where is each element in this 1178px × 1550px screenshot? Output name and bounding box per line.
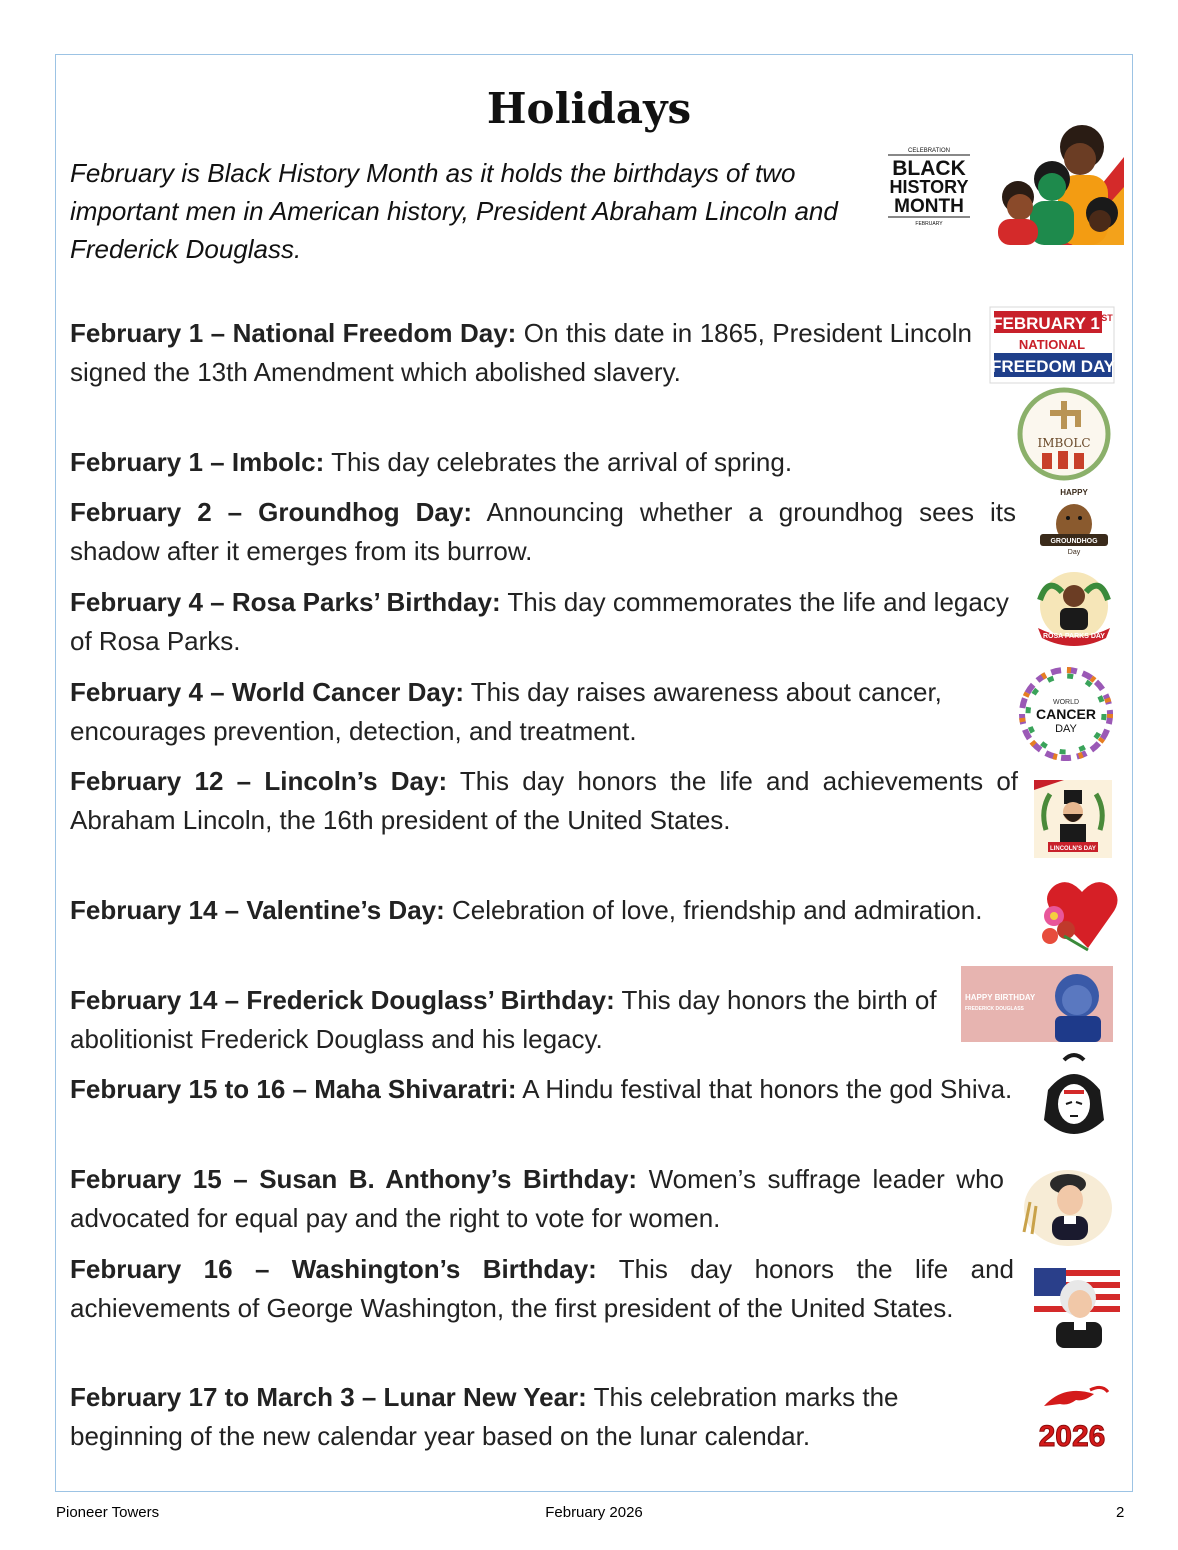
entry-text: This day honors the life and achievements of Abraham Lincoln, the 16th president of the United States. <box>70 766 1018 835</box>
svg-text:LINCOLN'S DAY: LINCOLN'S DAY <box>1050 846 1096 852</box>
entry-label: February 2 – Groundhog Day: <box>70 497 472 527</box>
entry-label: February 4 – World Cancer Day: <box>70 677 464 707</box>
holiday-entry-national-freedom-day <box>70 314 972 391</box>
svg-text:HAPPY BIRTHDAY: HAPPY BIRTHDAY <box>965 993 1036 1002</box>
entry-label: February 14 – Valentine’s Day: <box>70 895 445 925</box>
lunar-new-year-2026-badge <box>1024 1384 1120 1452</box>
svg-text:BLACK: BLACK <box>892 157 966 180</box>
svg-text:HAPPY: HAPPY <box>1060 488 1088 497</box>
entry-label: February 14 – Frederick Douglass’ Birthday: <box>70 985 615 1015</box>
lincolns-day-badge <box>1034 780 1112 858</box>
svg-text:FREEDOM DAY: FREEDOM DAY <box>990 357 1116 376</box>
entry-label: February 17 to March 3 – Lunar New Year: <box>70 1382 587 1412</box>
entry-text: Celebration of love, friendship and admiration. <box>444 895 983 925</box>
svg-text:HISTORY: HISTORY <box>889 177 969 197</box>
svg-text:ROSA PARKS DAY: ROSA PARKS DAY <box>1043 633 1105 640</box>
entry-label: February 16 – Washington’s Birthday: <box>70 1254 597 1284</box>
entry-text: This day celebrates the arrival of spring. <box>324 447 793 477</box>
shiva-icon <box>1034 1050 1114 1146</box>
groundhog-day-badge <box>1032 486 1116 556</box>
entry-label: February 4 – Rosa Parks’ Birthday: <box>70 587 501 617</box>
svg-text:NATIONAL: NATIONAL <box>1018 337 1086 352</box>
holiday-entry-imbolc <box>70 443 970 482</box>
entry-label: February 1 – National Freedom Day: <box>70 318 517 348</box>
imbolc-badge <box>1016 387 1112 481</box>
svg-text:FEBRUARY: FEBRUARY <box>915 221 943 227</box>
valentines-heart-icon <box>1036 874 1120 952</box>
svg-text:CELEBRATION: CELEBRATION <box>908 148 950 154</box>
entry-text: This day raises awareness about cancer, encourages prevention, detection, and treatment. <box>70 677 942 746</box>
footer-center: February 2026 <box>545 1504 643 1521</box>
entry-label: February 15 – Susan B. Anthony’s Birthday: <box>70 1164 638 1194</box>
holiday-entry-groundhog-day <box>70 493 1016 570</box>
entry-label: February 12 – Lincoln’s Day: <box>70 766 448 796</box>
intro-paragraph: February is Black History Month as it holds the birthdays of two important men in American history, President Abraham Lincoln and Frederick Douglass. <box>70 158 838 264</box>
entry-text: This day honors the birth of abolitionist Frederick Douglass and his legacy. <box>70 985 937 1054</box>
holiday-entry-rosa-parks-birthday <box>70 583 1010 660</box>
entry-label: February 1 – Imbolc: <box>70 447 325 477</box>
svg-text:WORLD: WORLD <box>1052 699 1080 706</box>
svg-text:FEBRUARY 1: FEBRUARY 1 <box>992 314 1100 333</box>
holiday-entry-susan-b-anthony-birthday <box>70 1160 1004 1237</box>
entry-label: February 15 to 16 – Maha Shivaratri: <box>70 1074 517 1104</box>
black-history-illustration <box>992 117 1124 245</box>
holiday-entry-washingtons-birthday <box>70 1250 1014 1327</box>
black-history-month-logo <box>886 145 972 227</box>
svg-text:DAY: DAY <box>1055 723 1077 735</box>
holiday-entry-lunar-new-year <box>70 1378 1010 1455</box>
entry-text: Women’s suffrage leader who advocated for equal pay and the right to vote for women. <box>70 1164 1004 1233</box>
holiday-entry-lincolns-day <box>70 762 1018 839</box>
frederick-douglass-banner <box>961 966 1113 1042</box>
national-freedom-day-badge <box>988 305 1116 385</box>
entry-text: On this date in 1865, President Lincoln signed the 13th Amendment which abolished slavery. <box>70 318 972 387</box>
svg-text:IMBOLC: IMBOLC <box>1037 436 1091 450</box>
world-cancer-day-badge <box>1016 664 1116 764</box>
holiday-entry-frederick-douglass-birthday <box>70 981 950 1058</box>
svg-text:CANCER: CANCER <box>1036 706 1096 722</box>
holiday-entry-valentines-day <box>70 891 1022 930</box>
entry-text: This day commemorates the life and legacy of Rosa Parks. <box>70 587 1009 656</box>
entry-text: A Hindu festival that honors the god Shiva. <box>516 1074 1013 1104</box>
entry-text: Announcing whether a groundhog sees its shadow after it emerges from its burrow. <box>70 497 1016 566</box>
washington-portrait <box>1034 1268 1120 1348</box>
footer-left: Pioneer Towers <box>56 1504 160 1521</box>
holiday-entry-maha-shivaratri <box>70 1070 1020 1109</box>
svg-text:FREDERICK DOUGLASS: FREDERICK DOUGLASS <box>965 1006 1024 1012</box>
svg-text:2026: 2026 <box>1038 1420 1106 1452</box>
entry-text: This day honors the life and achievements of George Washington, the first president of the United States. <box>70 1254 1014 1323</box>
page-title: Holidays <box>486 84 692 133</box>
svg-text:GROUNDHOG: GROUNDHOG <box>1050 538 1098 545</box>
entry-text: This celebration marks the beginning of the new calendar year based on the lunar calendar. <box>70 1382 899 1451</box>
holiday-entry-world-cancer-day <box>70 673 998 750</box>
svg-text:ST: ST <box>1101 313 1113 323</box>
svg-text:Day: Day <box>1067 549 1081 556</box>
rosa-parks-badge <box>1034 570 1114 646</box>
footer-page-number: 2 <box>1116 1504 1125 1521</box>
svg-text:MONTH: MONTH <box>894 196 964 217</box>
susan-b-anthony-portrait <box>1018 1162 1114 1248</box>
